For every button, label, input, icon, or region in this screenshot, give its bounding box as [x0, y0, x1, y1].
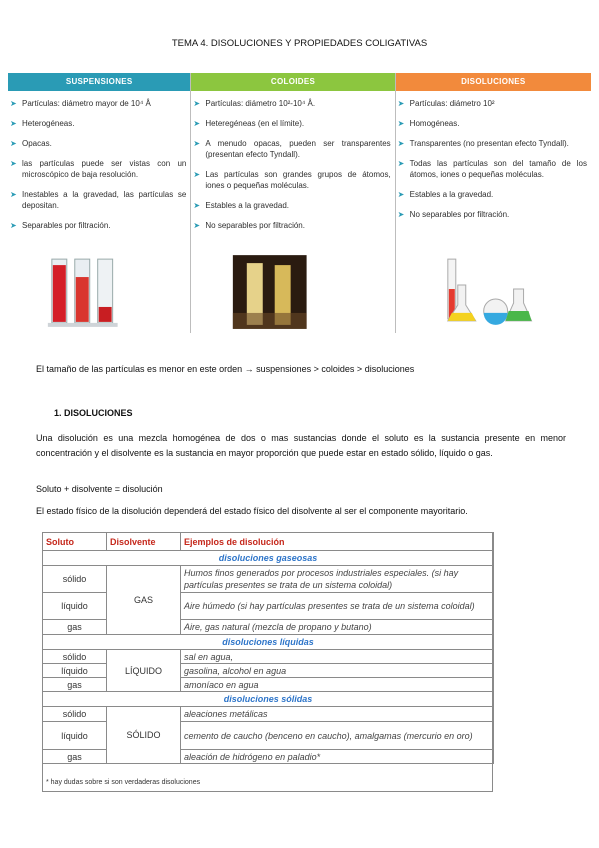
column-header: DISOLUCIONES [396, 73, 591, 91]
list-item: ➤ Separables por filtración. [10, 221, 111, 230]
arrow-icon: ➤ [397, 119, 405, 128]
list-item: ➤ Estables a la gravedad. [397, 190, 494, 199]
table-row: líquido Aire húmedo (si hay partículas presentes se trata de un sistema coloidal) [43, 593, 494, 620]
page-title: TEMA 4. DISOLUCIONES Y PROPIEDADES COLIGATIVAS [171, 38, 428, 49]
column-disoluciones [396, 73, 591, 333]
header-ejemplos: Ejemplos de disolución [181, 533, 494, 551]
section-heading: 1. DISOLUCIONES [54, 408, 133, 418]
list-item: ➤ Partículas: diámetro 10² [397, 99, 495, 108]
table-row: sólido GAS Humos finos generados por procesos industriales especiales. (si hay partículas presentes se trata de un sistema coloidal) [43, 566, 494, 593]
arrow-icon: ➤ [10, 99, 17, 108]
list-item: ➤ No separables por filtración. [193, 221, 305, 230]
column-header: COLOIDES [191, 73, 394, 91]
column-coloides [191, 73, 395, 333]
list-item: ➤ Opacas. [10, 139, 52, 148]
arrow-icon: ➤ [397, 190, 405, 199]
category-row: disoluciones sólidas [43, 692, 494, 707]
suspension-tubes-image [8, 255, 190, 333]
arrow-icon: ➤ [10, 139, 17, 148]
definition-paragraph: Una disolución es una mezcla homogénea de dos o mas sustancias donde el soluto es la sustancia presente en menor concentración y el disolvente es la sustancia en mayor proporción que puede estar en estado sólido, líquido o gas. [36, 433, 566, 458]
solvent-cell: GAS [107, 566, 181, 635]
list-item: ➤ A menudo opacas, pueden ser transparentes (presentan efecto Tyndall). [193, 139, 391, 159]
colloid-photo [191, 255, 394, 333]
list-item: ➤ Homogéneas. [397, 119, 460, 128]
arrow-icon: ➤ [397, 139, 405, 148]
table-row: sólido LÍQUIDO sal en agua, [43, 650, 494, 664]
arrow-icon: ➤ [193, 99, 201, 108]
solution-equation: Soluto + disolvente = disolución [36, 484, 163, 494]
list-item: ➤ Todas las partículas son del tamaño de los átomos, iones o pequeñas moléculas. [397, 159, 587, 179]
arrow-icon: ➤ [397, 210, 405, 219]
solvent-cell: SÓLIDO [107, 707, 181, 764]
list-item: ➤ Heterogéneas. [10, 119, 75, 128]
list-item: ➤ Inestables a la gravedad, las partículas se depositan. [10, 190, 187, 210]
list-item: ➤ Las partículas son grandes grupos de átomos, iones o pequeñas moléculas. [193, 170, 391, 190]
list-item: ➤ las partículas puede ser vistas con un microscópico de baja resolución. [10, 159, 187, 179]
arrow-icon: ➤ [193, 139, 201, 148]
arrow-icon: ➤ [193, 170, 201, 179]
column-header: SUSPENSIONES [8, 73, 190, 91]
table-row: sólido SÓLIDO aleaciones metálicas [43, 707, 494, 722]
solvent-cell: LÍQUIDO [107, 650, 181, 692]
arrow-icon: ➤ [397, 99, 405, 108]
column-suspensiones [8, 73, 191, 333]
footnote: * hay dudas sobre si son verdaderas disoluciones [46, 779, 201, 786]
list-item: ➤ Heteregéneas (en el límite). [193, 119, 305, 128]
table-row: gas Aire, gas natural (mezcla de propano y butano) [43, 620, 494, 635]
header-disolvente: Disolvente [107, 533, 181, 551]
comparison-table [8, 73, 591, 333]
category-row: disoluciones gaseosas [43, 551, 494, 566]
arrow-icon: ➤ [10, 119, 17, 128]
examples-frame [42, 532, 493, 792]
table-row: gas aleación de hidrógeno en paladio* [43, 750, 494, 764]
list-item: ➤ Partículas: diámetro mayor de 10⁴ Å [10, 99, 151, 108]
category-row: disoluciones líquidas [43, 635, 494, 650]
arrow-icon: ➤ [397, 159, 405, 168]
particle-order-text: El tamaño de las partículas es menor en este orden → suspensiones > coloides > disoluciones [36, 364, 415, 374]
list-item: ➤ Estables a la gravedad. [193, 201, 289, 210]
table-row: líquido cemento de caucho (benceno en caucho), amalgamas (mercurio en oro) [43, 722, 494, 750]
table-row: gas amoníaco en agua [43, 678, 494, 692]
table-row: líquido gasolina, alcohol en agua [43, 664, 494, 678]
arrow-icon: ➤ [193, 119, 201, 128]
lab-glassware-image [396, 255, 591, 333]
arrow-icon: ➤ [193, 221, 201, 230]
arrow-icon: ➤ [10, 159, 17, 168]
list-item: ➤ No separables por filtración. [397, 210, 510, 219]
arrow-icon: ➤ [10, 221, 17, 230]
list-item: ➤ Partículas: diámetro 10²-10⁴ Å. [193, 99, 316, 108]
physical-state-paragraph: El estado físico de la disolución dependerá del estado físico del disolvente al ser el componente mayoritario. [36, 506, 468, 516]
arrow-icon: ➤ [193, 201, 201, 210]
header-soluto: Soluto [43, 533, 107, 551]
arrow-icon: ➤ [10, 190, 17, 199]
list-item: ➤ Transparentes (no presentan efecto Tyndall). [397, 139, 569, 148]
